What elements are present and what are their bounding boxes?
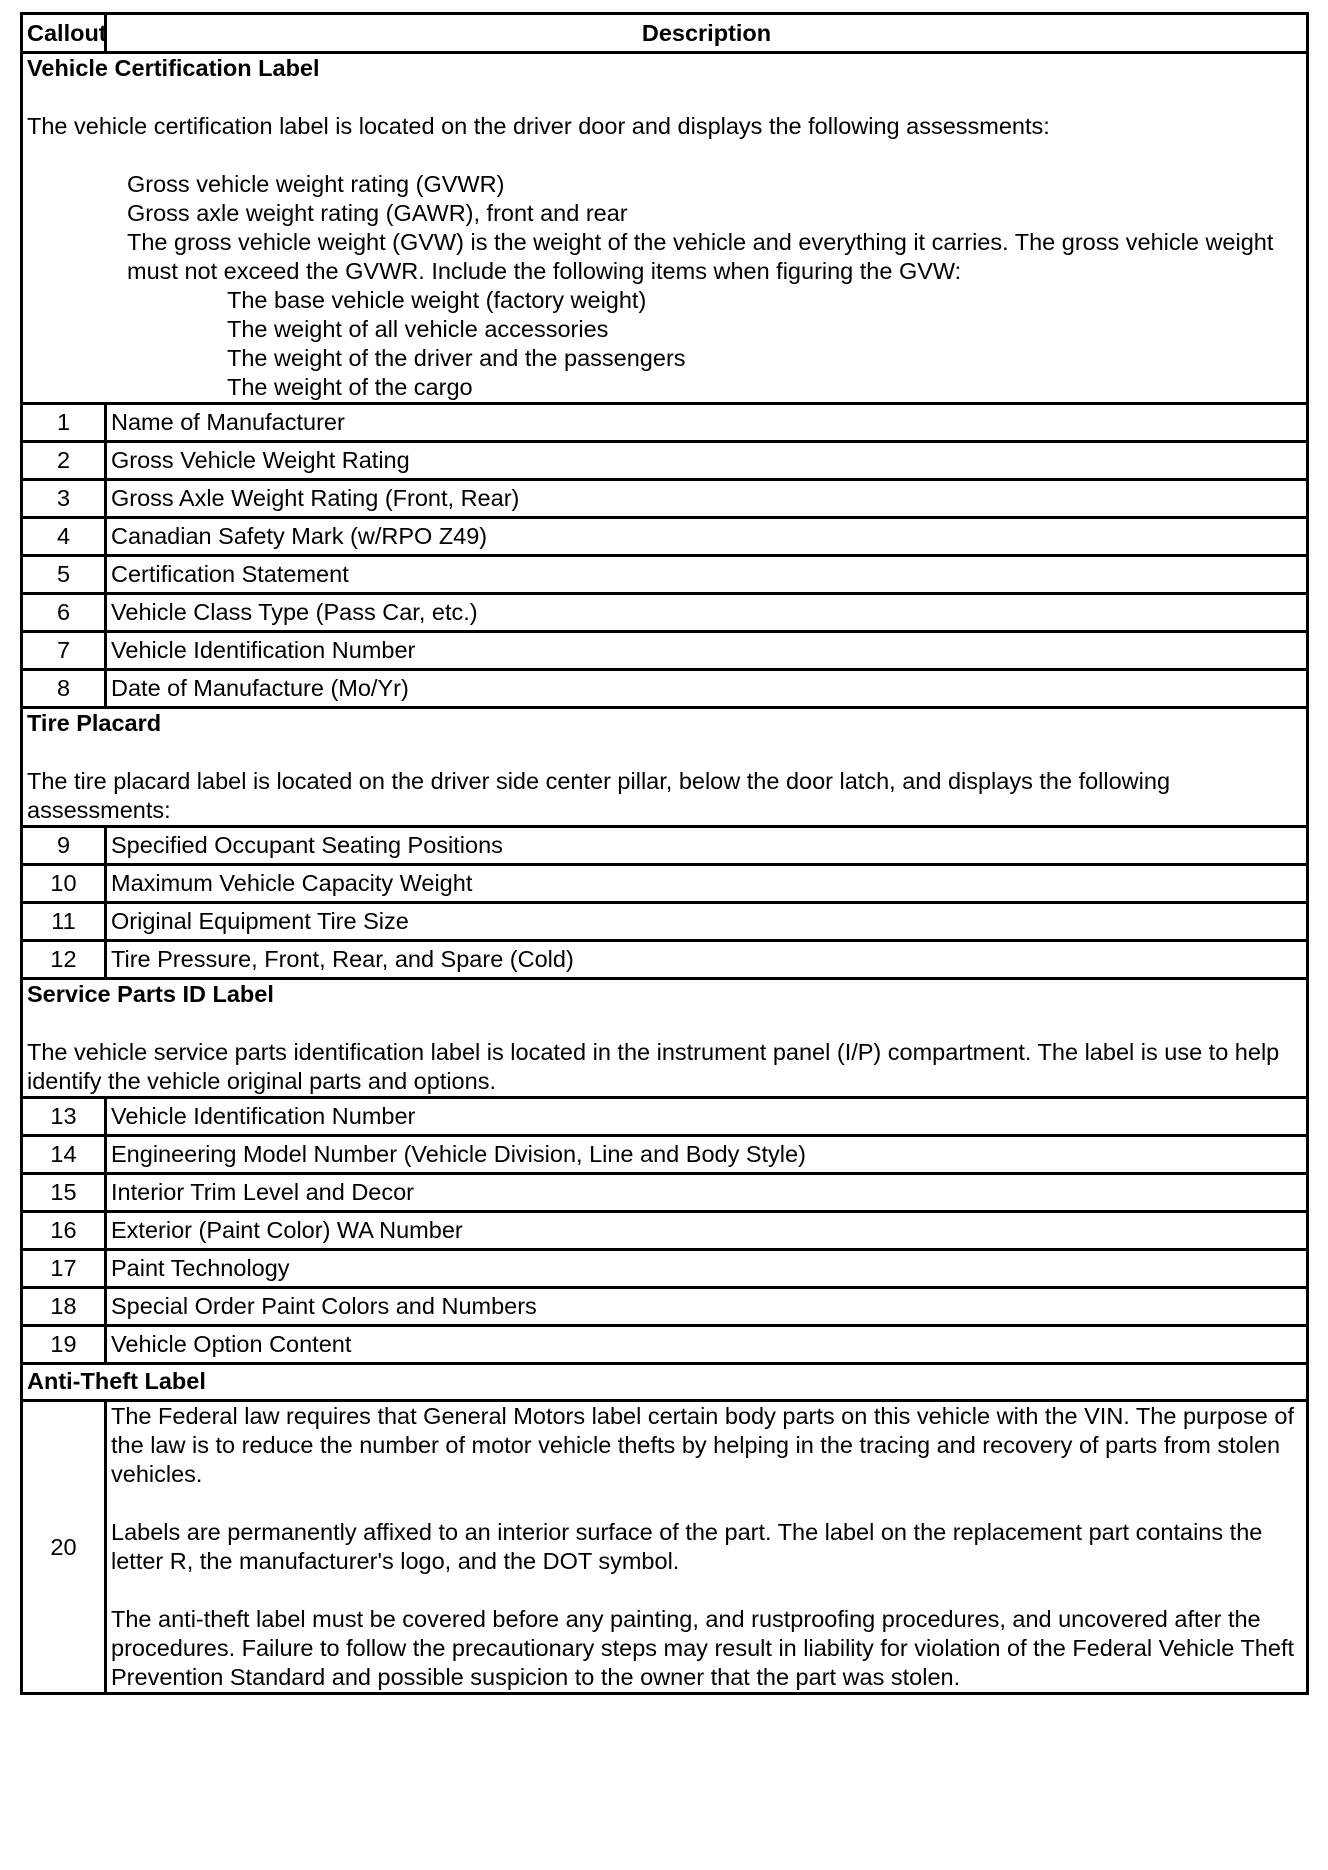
callout-number: 3	[22, 480, 106, 518]
callout-description: Special Order Paint Colors and Numbers	[106, 1288, 1308, 1326]
table-row	[22, 480, 1308, 518]
callout-number: 17	[22, 1250, 106, 1288]
list-item: The gross vehicle weight (GVW) is the weight of the vehicle and everything it carries. The gross vehicle weight must not exceed the GVWR. Include the following items when figuring the GVW:	[127, 229, 1274, 284]
description-column-header: Description	[106, 14, 1308, 53]
callout-description: Gross Vehicle Weight Rating	[106, 442, 1308, 480]
callout-number: 6	[22, 594, 106, 632]
callout-table	[20, 12, 1309, 1695]
callout-description: Original Equipment Tire Size	[106, 903, 1308, 941]
table-row	[22, 518, 1308, 556]
section-title: Service Parts ID Label	[27, 981, 274, 1007]
sub-list-item: The weight of the driver and the passengers	[227, 345, 686, 371]
callout-number: 14	[22, 1136, 106, 1174]
callout-number: 11	[22, 903, 106, 941]
section-intro: The tire placard label is located on the driver side center pillar, below the door latch, and displays the following assessments:	[27, 768, 1171, 823]
table-row	[22, 1212, 1308, 1250]
callout-number: 16	[22, 1212, 106, 1250]
callout-description: Certification Statement	[106, 556, 1308, 594]
callout-description: Engineering Model Number (Vehicle Division, Line and Body Style)	[106, 1136, 1308, 1174]
callout-number: 5	[22, 556, 106, 594]
table-row	[22, 903, 1308, 941]
callout-number: 10	[22, 865, 106, 903]
callout-description: Paint Technology	[106, 1250, 1308, 1288]
table-row	[22, 1250, 1308, 1288]
sub-list-item: The base vehicle weight (factory weight)	[227, 287, 647, 313]
callout-number: 2	[22, 442, 106, 480]
callout-description: Maximum Vehicle Capacity Weight	[106, 865, 1308, 903]
callout-description: Vehicle Identification Number	[106, 1098, 1308, 1136]
section-intro: The vehicle service parts identification label is located in the instrument panel (I/P) compartment. The label is use to help identify the vehicle original parts and options.	[27, 1039, 1280, 1094]
anti-theft-paragraph: The anti-theft label must be covered before any painting, and rustproofing procedures, and uncovered after the procedures. Failure to follow the precautionary steps may result in liability for violation of the Federal Vehicle Theft Prevention Standard and possible suspicion to the owner that the part was stolen.	[111, 1606, 1294, 1690]
table-row	[22, 1174, 1308, 1212]
section-title: Anti-Theft Label	[27, 1368, 206, 1394]
table-row	[22, 941, 1308, 979]
callout-number: 19	[22, 1326, 106, 1364]
list-item: Gross axle weight rating (GAWR), front and rear	[127, 200, 628, 226]
callout-description: Exterior (Paint Color) WA Number	[106, 1212, 1308, 1250]
section-service-parts	[22, 979, 1308, 1098]
callout-description: Vehicle Identification Number	[106, 632, 1308, 670]
section-intro: The vehicle certification label is located on the driver door and displays the following assessments:	[27, 113, 1050, 139]
table-row	[22, 1401, 1308, 1694]
table-row	[22, 865, 1308, 903]
callout-number: 15	[22, 1174, 106, 1212]
table-row	[22, 556, 1308, 594]
section-title: Vehicle Certification Label	[27, 55, 320, 81]
callout-description: Canadian Safety Mark (w/RPO Z49)	[106, 518, 1308, 556]
section-title: Tire Placard	[27, 710, 162, 736]
callout-number: 13	[22, 1098, 106, 1136]
table-row	[22, 632, 1308, 670]
callout-description: Tire Pressure, Front, Rear, and Spare (Cold)	[106, 941, 1308, 979]
table-row	[22, 1136, 1308, 1174]
callout-description: Name of Manufacturer	[106, 404, 1308, 442]
section-anti-theft	[22, 1364, 1308, 1401]
table-header-row	[22, 14, 1308, 53]
callout-number: 4	[22, 518, 106, 556]
section-cell	[22, 708, 1308, 827]
table-row	[22, 442, 1308, 480]
table-row	[22, 594, 1308, 632]
section-cell	[22, 979, 1308, 1098]
table-row	[22, 404, 1308, 442]
callout-description: Interior Trim Level and Decor	[106, 1174, 1308, 1212]
callout-column-header: Callout	[22, 14, 106, 53]
table-row	[22, 1098, 1308, 1136]
table-row	[22, 1326, 1308, 1364]
table-row	[22, 670, 1308, 708]
callout-number: 8	[22, 670, 106, 708]
callout-description: Vehicle Option Content	[106, 1326, 1308, 1364]
callout-number: 20	[22, 1401, 106, 1694]
table-row	[22, 1288, 1308, 1326]
sub-list-item: The weight of the cargo	[227, 374, 473, 400]
section-cell	[22, 1364, 1308, 1401]
callout-number: 1	[22, 404, 106, 442]
callout-number: 12	[22, 941, 106, 979]
callout-number: 18	[22, 1288, 106, 1326]
list-item: Gross vehicle weight rating (GVWR)	[127, 171, 505, 197]
section-vehicle-certification	[22, 53, 1308, 404]
callout-description: Vehicle Class Type (Pass Car, etc.)	[106, 594, 1308, 632]
table-row	[22, 827, 1308, 865]
callout-description: Specified Occupant Seating Positions	[106, 827, 1308, 865]
anti-theft-paragraph: The Federal law requires that General Motors label certain body parts on this vehicle with the VIN. The purpose of the law is to reduce the number of motor vehicle thefts by helping in the tracing and recovery of parts from stolen vehicles.	[111, 1403, 1295, 1487]
callout-number: 9	[22, 827, 106, 865]
anti-theft-paragraph: Labels are permanently affixed to an interior surface of the part. The label on the replacement part contains the letter R, the manufacturer's logo, and the DOT symbol.	[111, 1519, 1263, 1574]
callout-description: Date of Manufacture (Mo/Yr)	[106, 670, 1308, 708]
sub-list-item: The weight of all vehicle accessories	[227, 316, 609, 342]
callout-number: 7	[22, 632, 106, 670]
section-tire-placard	[22, 708, 1308, 827]
callout-description: Gross Axle Weight Rating (Front, Rear)	[106, 480, 1308, 518]
callout-description	[106, 1401, 1308, 1694]
section-cell	[22, 53, 1308, 404]
